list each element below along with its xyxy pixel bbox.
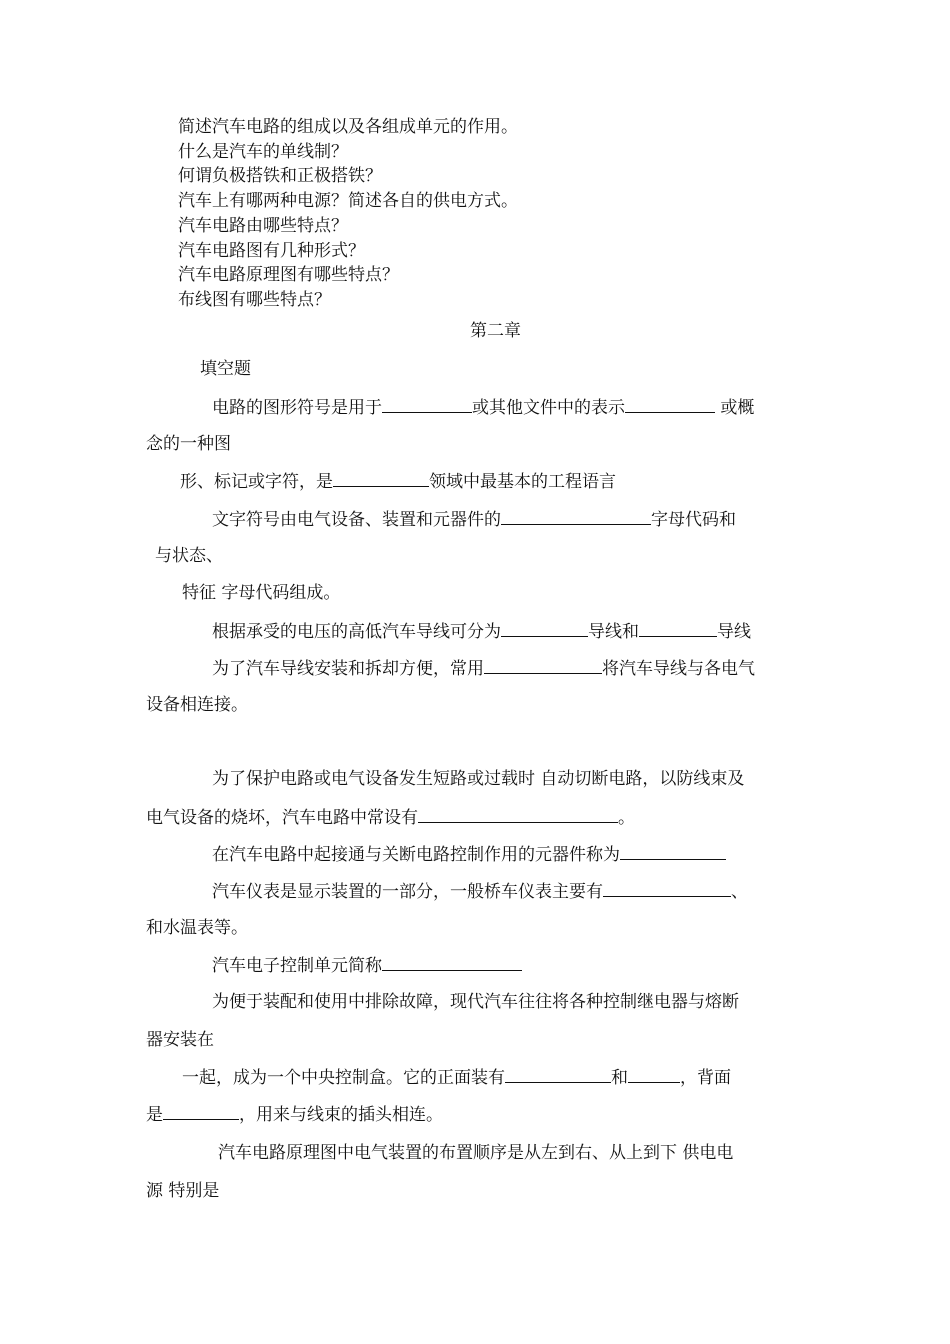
fill-line-6: 特征 字母代码组成。 <box>182 583 341 603</box>
fill-line-9: 设备相连接。 <box>146 695 248 715</box>
question-2: 什么是汽车的单线制？ <box>178 142 348 162</box>
fill-line-10: 为了保护电路或电气设备发生短路或过载时 自动切断电路，以防线束及 <box>212 769 745 789</box>
answer-blank <box>163 1103 239 1120</box>
fill-line-3: 形、标记或字符，是 领域中最基本的工程语言 <box>180 472 616 492</box>
fill-line-19: 是 ，用来与线束的插头相连。 <box>146 1105 443 1125</box>
fill-line-20: 汽车电路原理图中电气装置的布置顺序是从左到右、从上到下 供电电 <box>218 1143 734 1163</box>
question-5: 汽车电路由哪些特点？ <box>178 216 348 236</box>
fill-line-1: 电路的图形符号是用于 或其他文件中的表示 或概 <box>212 398 755 418</box>
fill-line-8: 为了汽车导线安装和拆却方便，常用 将汽车导线与各电气 <box>212 659 755 679</box>
fill-line-4: 文字符号由电气设备、装置和元器件的 字母代码和 <box>212 510 736 530</box>
question-3: 何谓负极搭铁和正极搭铁？ <box>178 166 382 186</box>
answer-blank <box>639 620 717 637</box>
question-1: 简述汽车电路的组成以及各组成单元的作用。 <box>178 117 518 137</box>
fill-line-5: 与状态、 <box>155 546 223 566</box>
section-title: 填空题 <box>200 359 251 379</box>
answer-blank <box>382 954 522 971</box>
fill-line-12: 在汽车电路中起接通与关断电路控制作用的元器件称为 <box>212 843 726 866</box>
answer-blank <box>484 657 602 674</box>
chapter-title: 第二章 <box>470 321 521 341</box>
question-6: 汽车电路图有几种形式？ <box>178 241 365 261</box>
answer-blank <box>382 396 472 413</box>
answer-blank <box>620 843 726 860</box>
answer-blank <box>501 508 651 525</box>
answer-blank <box>505 1066 611 1083</box>
fill-line-21: 源 特别是 <box>146 1181 220 1201</box>
answer-blank <box>628 1066 680 1083</box>
question-8: 布线图有哪些特点？ <box>178 290 331 310</box>
question-7: 汽车电路原理图有哪些特点？ <box>178 265 399 285</box>
fill-line-2: 念的一种图 <box>146 434 231 454</box>
answer-blank <box>418 806 618 823</box>
answer-blank <box>603 880 731 897</box>
answer-blank <box>333 470 429 487</box>
fill-line-18: 一起，成为一个中央控制盒。它的正面装有 和 ，背面 <box>182 1068 731 1088</box>
answer-blank <box>501 620 588 637</box>
fill-line-15: 汽车电子控制单元简称 <box>212 954 522 977</box>
question-4: 汽车上有哪两种电源？简述各自的供电方式。 <box>178 191 518 211</box>
fill-line-7: 根据承受的电压的高低汽车导线可分为 导线和 导线 <box>212 622 751 642</box>
fill-line-14: 和水温表等。 <box>146 918 248 938</box>
fill-line-16: 为便于装配和使用中排除故障，现代汽车往往将各种控制继电器与熔断 <box>212 992 739 1012</box>
fill-line-11: 电气设备的烧坏，汽车电路中常设有 。 <box>146 808 635 828</box>
answer-blank <box>625 396 715 413</box>
fill-line-17: 器安装在 <box>146 1030 214 1050</box>
fill-line-13: 汽车仪表是显示装置的一部分，一般桥车仪表主要有 、 <box>212 882 748 902</box>
